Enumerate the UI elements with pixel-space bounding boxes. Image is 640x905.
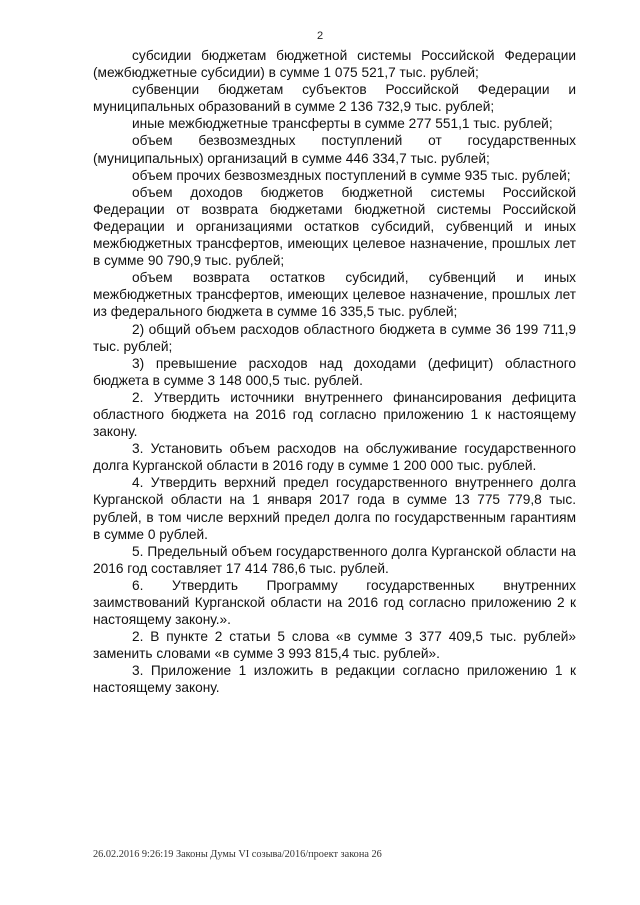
paragraph: объем доходов бюджетов бюджетной системы Российской Федерации от возврата бюджетами бюджетной системы Российской Федерации и организациями остатков субсидий, субвенций и иных межбюджетных трансфертов, имеющих целевое назначение, прошлых лет в сумме 90 790,9 тыс. рублей; xyxy=(93,184,576,269)
paragraph: 2. В пункте 2 статьи 5 слова «в сумме 3 377 409,5 тыс. рублей» заменить словами «в сумме 3 993 815,4 тыс. рублей». xyxy=(93,629,576,662)
paragraph: объем возврата остатков субсидий, субвенций и иных межбюджетных трансфертов, имеющих целевое назначение, прошлых лет из федерального бюджета в сумме 16 335,5 тыс. рублей; xyxy=(93,270,576,320)
page-number: 2 xyxy=(316,30,324,42)
paragraph: субвенции бюджетам субъектов Российской Федерации и муниципальных образований в сумме 2 136 732,9 тыс. рублей; xyxy=(93,82,576,115)
paragraph: 5. Предельный объем государственного долга Курганской области на 2016 год составляет 17 414 786,6 тыс. рублей. xyxy=(93,543,576,576)
document-body xyxy=(93,47,576,697)
paragraph: 2. Утвердить источники внутреннего финансирования дефицита областного бюджета на 2016 год согласно приложению 1 к настоящему закону. xyxy=(93,389,576,440)
paragraph: субсидии бюджетам бюджетной системы Российской Федерации (межбюджетные субсидии) в сумме 1 075 521,7 тыс. рублей; xyxy=(93,48,576,81)
paragraph: 2) общий объем расходов областного бюджета в сумме 36 199 711,9 тыс. рублей; xyxy=(93,321,576,354)
paragraph: объем безвозмездных поступлений от государственных (муниципальных) организаций в сумме 446 334,7 тыс. рублей; xyxy=(93,133,576,166)
footer-file-path: 26.02.2016 9:26:19 Законы Думы VI созыва/2016/проект закона 26 xyxy=(93,849,382,860)
paragraph: иные межбюджетные трансферты в сумме 277 551,1 тыс. рублей; xyxy=(132,116,553,132)
paragraph: 3. Установить объем расходов на обслуживание государственного долга Курганской области в 2016 году в сумме 1 200 000 тыс. рублей. xyxy=(93,441,576,474)
paragraph: объем прочих безвозмездных поступлений в сумме 935 тыс. рублей; xyxy=(132,167,571,183)
paragraph: 6. Утвердить Программу государственных внутренних заимствований Курганской области на 2016 год согласно приложению 2 к настоящему закону.». xyxy=(93,577,576,628)
paragraph: 3) превышение расходов над доходами (дефицит) областного бюджета в сумме 3 148 000,5 тыс. рублей. xyxy=(93,355,576,388)
paragraph: 4. Утвердить верхний предел государственного внутреннего долга Курганской области на 1 января 2017 года в сумме 13 775 779,8 тыс. рублей, в том числе верхний предел долга по государственным гарантиям в сумме 0 рублей. xyxy=(93,475,576,542)
paragraph: 3. Приложение 1 изложить в редакции согласно приложению 1 к настоящему закону. xyxy=(93,663,576,696)
